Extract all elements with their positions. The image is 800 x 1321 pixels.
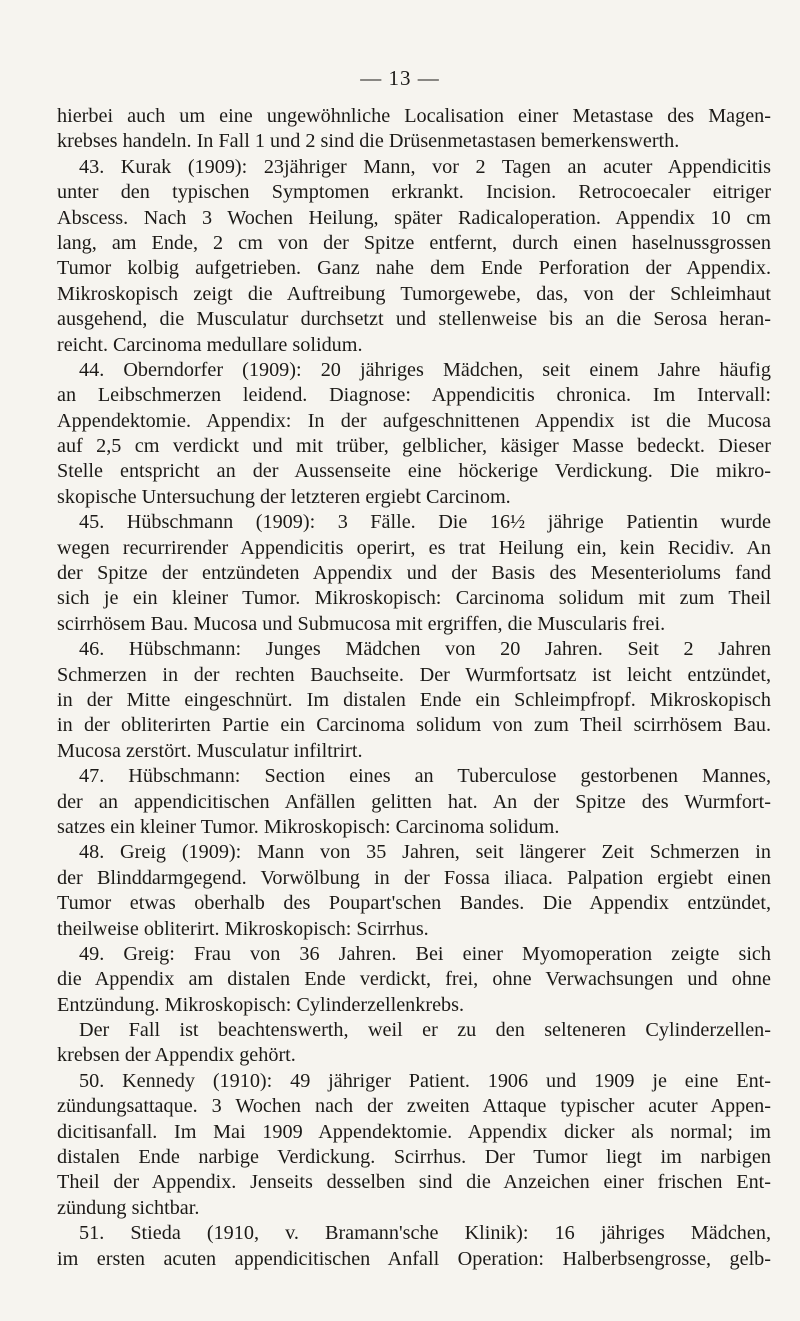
page-number: — 13 — xyxy=(360,66,440,90)
body-text xyxy=(57,104,771,1272)
text-line: wegen recurrirender Appendicitis operirt, es trat Heilung ein, kein Recidiv. An xyxy=(57,536,771,559)
text-line: hierbei auch um eine ungewöhnliche Localisation einer Metastase des Magen- xyxy=(57,105,771,127)
text-line: Entzündung. Mikroskopisch: Cylinderzellenkrebs. xyxy=(57,993,465,1016)
text-line: auf 2,5 cm verdickt und mit trüber, gelblicher, käsiger Masse bedeckt. Dieser xyxy=(57,435,771,458)
text-line: dicitisanfall. Im Mai 1909 Appendektomie. Appendix dicker als normal; im xyxy=(57,1120,771,1143)
text-line: Tumor etwas oberhalb des Poupart'schen Bandes. Die Appendix entzündet, xyxy=(57,892,771,915)
text-line: Mikroskopisch zeigt die Auftreibung Tumorgewebe, das, von der Schleimhaut xyxy=(57,282,771,305)
text-line: der an appendicitischen Anfällen gelitten hat. An der Spitze des Wurmfort- xyxy=(57,790,771,813)
text-line: 51. Stieda (1910, v. Bramann'sche Klinik): 16 jähriges Mädchen, xyxy=(79,1222,771,1245)
text-line: an Leibschmerzen leidend. Diagnose: Appendicitis chronica. Im Intervall: xyxy=(57,384,771,407)
text-line: krebsen der Appendix gehört. xyxy=(57,1044,296,1067)
text-line: 45. Hübschmann (1909): 3 Fälle. Die 16½ jährige Patientin wurde xyxy=(79,511,771,534)
text-line: 43. Kurak (1909): 23jähriger Mann, vor 2 Tagen an acuter Appendicitis xyxy=(79,155,771,178)
text-line: 47. Hübschmann: Section eines an Tuberculose gestorbenen Mannes, xyxy=(79,765,771,788)
text-line: Tumor kolbig aufgetrieben. Ganz nahe dem Ende Perforation der Appendix. xyxy=(57,257,771,280)
text-line: 50. Kennedy (1910): 49 jähriger Patient. 1906 und 1909 je eine Ent- xyxy=(79,1069,771,1092)
text-line: scirrhösem Bau. Mucosa und Submucosa mit ergriffen, die Muscularis frei. xyxy=(57,612,666,635)
text-line: sich je ein kleiner Tumor. Mikroskopisch: Carcinoma solidum mit zum Theil xyxy=(57,587,771,610)
text-line: zündungsattaque. 3 Wochen nach der zweiten Attaque typischer acuter Appen- xyxy=(57,1095,771,1118)
text-line: Theil der Appendix. Jenseits desselben sind die Anzeichen einer frischen Ent- xyxy=(57,1171,771,1194)
text-line: Abscess. Nach 3 Wochen Heilung, später Radicaloperation. Appendix 10 cm xyxy=(57,206,771,229)
text-line: ausgehend, die Musculatur durchsetzt und stellenweise bis an die Serosa heran- xyxy=(57,308,771,331)
text-line: lang, am Ende, 2 cm von der Spitze entfernt, durch einen haselnussgrossen xyxy=(57,231,771,254)
text-line: Stelle entspricht an der Aussenseite eine höckerige Verdickung. Die mikro- xyxy=(57,460,771,483)
text-line: die Appendix am distalen Ende verdickt, frei, ohne Verwachsungen und ohne xyxy=(57,968,771,991)
text-line: 48. Greig (1909): Mann von 35 Jahren, seit längerer Zeit Schmerzen in xyxy=(79,841,771,864)
text-line: zündung sichtbar. xyxy=(57,1196,200,1219)
text-line: Mucosa zerstört. Musculatur infiltrirt. xyxy=(57,739,363,762)
text-line: Der Fall ist beachtenswerth, weil er zu den selteneren Cylinderzellen- xyxy=(79,1019,771,1042)
text-line: 46. Hübschmann: Junges Mädchen von 20 Jahren. Seit 2 Jahren xyxy=(79,638,771,661)
text-line: Appendektomie. Appendix: In der aufgeschnittenen Appendix ist die Mucosa xyxy=(57,409,771,432)
text-line: Schmerzen in der rechten Bauchseite. Der Wurmfortsatz ist leicht entzündet, xyxy=(57,663,771,686)
text-line: theilweise obliterirt. Mikroskopisch: Scirrhus. xyxy=(57,917,429,940)
text-line: 44. Oberndorfer (1909): 20 jähriges Mädchen, seit einem Jahre häufig xyxy=(79,358,771,381)
text-line: reicht. Carcinoma medullare solidum. xyxy=(57,333,363,356)
text-line: der Blinddarmgegend. Vorwölbung in der Fossa iliaca. Palpation ergiebt einen xyxy=(57,866,771,889)
text-line: in der Mitte eingeschnürt. Im distalen Ende ein Schleimpfropf. Mikroskopisch xyxy=(57,688,771,711)
text-line: krebses handeln. In Fall 1 und 2 sind die Drüsenmetastasen bemerkenswerth. xyxy=(57,130,680,153)
text-line: satzes ein kleiner Tumor. Mikroskopisch: Carcinoma solidum. xyxy=(57,815,560,838)
text-line: unter den typischen Symptomen erkrankt. Incision. Retrocoecaler eitriger xyxy=(57,181,771,204)
text-line: distalen Ende narbige Verdickung. Scirrhus. Der Tumor liegt im narbigen xyxy=(57,1146,771,1169)
text-line: 49. Greig: Frau von 36 Jahren. Bei einer Myomoperation zeigte sich xyxy=(79,942,771,965)
text-line: in der obliterirten Partie ein Carcinoma solidum von zum Theil scirrhösem Bau. xyxy=(57,714,771,737)
text-line: im ersten acuten appendicitischen Anfall Operation: Halberbsengrosse, gelb- xyxy=(57,1247,771,1270)
text-line: skopische Untersuchung der letzteren ergiebt Carcinom. xyxy=(57,485,511,508)
text-line: der Spitze der entzündeten Appendix und der Basis des Mesenteriolums fand xyxy=(57,562,771,585)
